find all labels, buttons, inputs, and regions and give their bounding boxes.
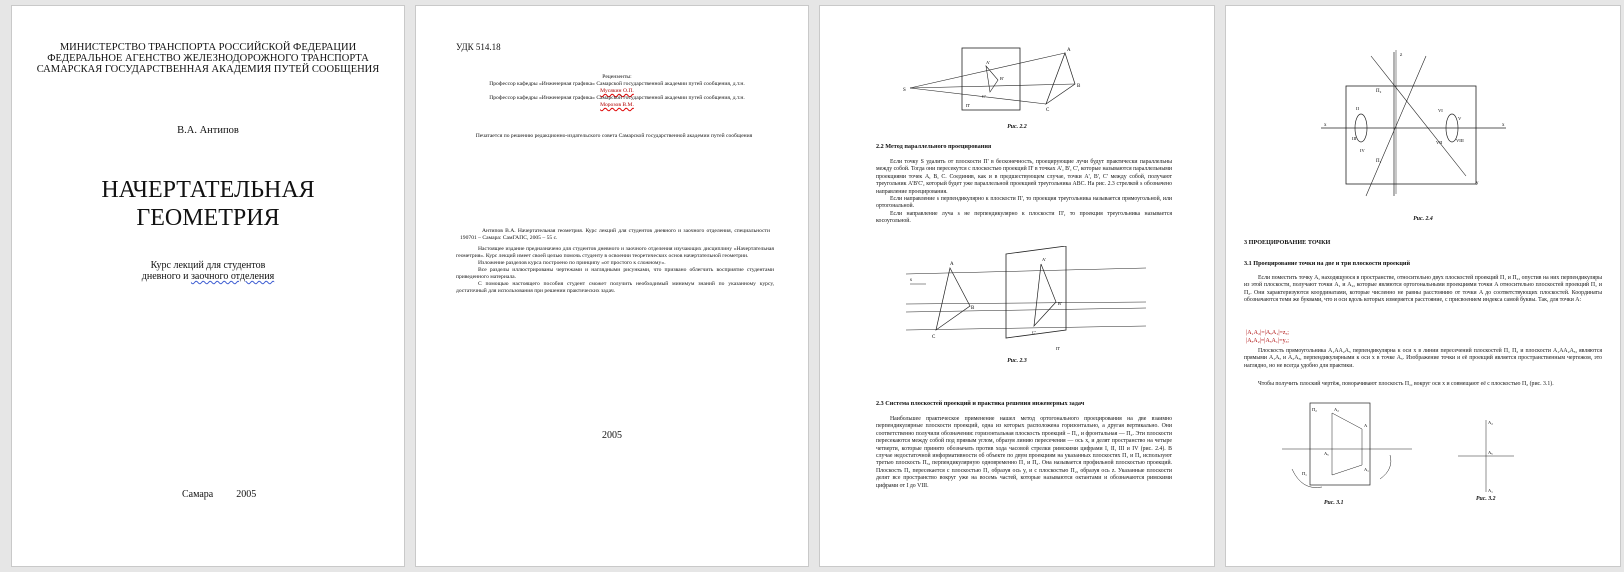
svg-text:S: S: [903, 88, 906, 93]
section-3-1-para-1: Если поместить точку A, находящуюся в пространстве, относительно двух плоскостей проекций П₁ и П₂, опустив на них перпендикуляры из этой плоскости, получают точки A₁ и A₂, которые являются ортогональными проекциями точки A относительно плоскостей проекций П₁ и П₂. Они характеризуются координатами, которые численно не равны расстоянию от точки A до соответствующих плоскостей. Координаты обозначаются теми же буквами, что и оси вдоль которых измеряется расстояние, с присвоением индекса самой буквы. Так, для точки A:: [1244, 275, 1602, 304]
svg-text:V: V: [1458, 116, 1462, 121]
print-decision: Печатается по решению редакционно-издательского совета Самарской государственной академии путей сообщения: [475, 133, 753, 139]
reviewer-1-text: Профессор кафедры «Инженерная графика» Самарской государственной академии путей сообщения, д.т.н.: [489, 81, 745, 87]
figure-3-2: [1456, 416, 1516, 496]
svg-text:A₁: A₁: [1364, 467, 1369, 472]
figure-2-4: [1316, 46, 1516, 206]
svg-text:VI: VI: [1438, 108, 1443, 113]
svg-text:C: C: [1046, 108, 1050, 113]
figure-2-3: [906, 246, 1156, 354]
section-2-2-para-3: Если направление луча s не перпендикулярно к плоскости П', то проекция треугольника называется косоугольной.: [876, 210, 1172, 225]
svg-text:A₁: A₁: [1488, 488, 1493, 493]
figure-3-2-caption: Рис. 3.2: [1476, 496, 1496, 502]
annotation: [456, 246, 774, 295]
svg-text:П₂: П₂: [1312, 407, 1317, 412]
reviewer-2: [456, 95, 778, 109]
svg-text:x: x: [1324, 123, 1327, 128]
subtitle-line-2: [12, 271, 404, 282]
ministry-line-1: МИНИСТЕРСТВО ТРАНСПОРТА РОССИЙСКОЙ ФЕДЕРАЦИИ: [59, 42, 357, 53]
reviewer-2-name: Морозов В.М.: [600, 102, 634, 108]
svg-text:A: A: [1067, 48, 1071, 53]
svg-text:A': A': [986, 60, 991, 65]
svg-text:B: B: [1077, 84, 1081, 89]
figure-3-1-caption: Рис. 3.1: [1324, 500, 1344, 506]
book-title-line-2: ГЕОМЕТРИЯ: [136, 205, 280, 231]
figure-3-1: [1272, 399, 1422, 499]
section-2-2-para-1: Если точку S удалить от плоскости П' в бесконечность, проецирующие лучи будут практически параллельны между собой. Тогда они пересекутся с плоскостью проекций П' в точках A', B', C', которые называются параллельными проекциями точек A, B, C. Соединив, как и в предшествующем случае, точки A', B', C' между собой, получают треугольник A'B'C', который будет уже параллельной проекцией треугольника ABC. На рис. 2.3 стрелкой s обозначено направление проецирования.: [876, 159, 1172, 195]
section-2-2-body: [876, 159, 1172, 226]
page-imprint: [416, 6, 808, 566]
subtitle-prefix: дневного и: [141, 271, 191, 282]
book-subtitle: [12, 260, 404, 282]
annotation-para-1: Настоящее издание предназначено для студентов дневного и заочного отделения изучающих дисциплину «Начертательная геометрия». Курс лекций имеет своей целью помочь студенту в освоении теоретических основ начертательной геометрии.: [456, 246, 774, 259]
section-2-3-body: Наибольшее практическое применение нашел метод ортогонального проецирования на две взаимно перпендикулярные плоскости проекций, одна из которых расположена горизонтально, а другая вертикально. Они соответственно получили обозначения: горизонтальная плоскость проекций – П₁, и фронтальная — П₂. Эти плоскости пересекаются между собой под прямым углом, образуя линию пересечения — ось x, и делят пространство на четыре четверти, которые принято обозначать против хода часовой стрелки римскими цифрами I, II, III и IV (рис. 2.4). В случае недостаточной информативности об объекте по двум проекциям на указанных плоскостях П₁ и П₂ используют третью плоскость П₃, перпендикулярную одновременно П₁ и П₂. Она называется профильной плоскостью проекций. Плоскость П₃ пересекается с плоскостью П₁ образуя ось y, и с плоскостью П₂, образуя ось z. Указанные плоскости делят все пространство вокруг уже на восемь частей, которые называются октантами и обозначаются римскими цифрами от I до VIII.: [876, 416, 1172, 489]
ministry-line-2: ФЕДЕРАЛЬНОЕ АГЕНСТВО ЖЕЛЕЗНОДОРОЖНОГО ТРАНСПОРТА: [47, 53, 369, 64]
svg-text:П': П': [966, 103, 971, 108]
reviewer-1: [456, 81, 778, 95]
author-name: В.А. Антипов: [177, 125, 239, 136]
chapter-3-heading: 3 ПРОЕЦИРОВАНИЕ ТОЧКИ: [1244, 239, 1331, 246]
section-2-3-heading: 2.3 Система плоскостей проекций и практика решения инженерных задач: [876, 400, 1085, 407]
section-2-2-heading: 2.2 Метод параллельного проецирования: [876, 143, 992, 150]
imprint-city: Самара: [182, 489, 214, 500]
subtitle-underlined: заочного отделения: [190, 271, 275, 282]
svg-text:A₂: A₂: [1488, 420, 1493, 425]
svg-text:VIII: VIII: [1456, 138, 1464, 143]
section-3-1-para-3: Чтобы получить плоский чертёж, поворачивают плоскость П₁, вокруг оси x и совмещают её с плоскостью П₂ (рис. 3.1).: [1258, 381, 1554, 387]
page-title-sheet: [12, 6, 404, 566]
publication-year: 2005: [602, 430, 622, 441]
svg-text:A₂: A₂: [1334, 407, 1339, 412]
svg-text:III: III: [1352, 136, 1357, 141]
svg-text:B': B': [1000, 76, 1004, 81]
section-3-1-heading: 3.1 Проецирование точки на две и три плоскости проекций: [1244, 260, 1411, 267]
svg-text:C': C': [982, 94, 986, 99]
annotation-para-4: С помощью настоящего пособия студент сможет получить необходимый минимум знаний по указанному курсу, достаточный для использования при решении практических задач.: [456, 281, 774, 294]
page-lecture-3: [1226, 6, 1620, 566]
page-lecture-2: [820, 6, 1214, 566]
ministry-header: [12, 42, 404, 75]
svg-text:П': П': [1056, 346, 1061, 351]
annotation-para-3: Все разделы иллюстрированы чертежами и наглядными рисунками, что призвано облегчить восприятие студентами приведенного материала.: [456, 267, 774, 280]
imprint: [182, 489, 256, 500]
svg-text:B: B: [971, 306, 975, 311]
reviewers-block: [456, 74, 778, 109]
udk-code: УДК 514.18: [456, 42, 501, 52]
figure-2-2-caption: Рис. 2.2: [1007, 124, 1027, 130]
section-2-2-para-2: Если направление s перпендикулярно к плоскости П', то проекция треугольника называется прямоугольной, или ортогональной.: [876, 196, 1172, 210]
imprint-year: 2005: [236, 489, 257, 500]
svg-text:II: II: [1356, 106, 1359, 111]
svg-text:Aₓ: Aₓ: [1324, 451, 1329, 456]
section-3-1-para-2: Плоскость прямоугольника A₁AA₂Aₓ перпендикулярна к оси x в линии пересечений плоскостей П₁ П₂ и плоскости A₁AA₂Aₓ, являются прямыми A₁Aₓ и A₂Aₓ, перпендикулярными к оси x в точке Aₓ. Изображение точки и её проекций является пространственным чертежом, это наглядно, но не всегда удобно для практики.: [1244, 348, 1602, 369]
svg-text:Aₓ: Aₓ: [1488, 450, 1493, 455]
figure-2-2: [900, 38, 1150, 128]
svg-text:П₂: П₂: [1376, 89, 1382, 94]
svg-text:П₁: П₁: [1376, 159, 1382, 164]
reviewer-1-name: Мусякин О.П.: [600, 88, 634, 94]
bibliographic-record: Антипов В.А. Начертательная геометрия. Курс лекций для студентов дневного и заочного отделения, специальности 190701 – Самара: СамГАПС, 2005 – 55 с.: [460, 228, 770, 241]
svg-text:C: C: [932, 335, 936, 340]
ministry-line-3: САМАРСКАЯ ГОСУДАРСТВЕННАЯ АКАДЕМИЯ ПУТЕЙ СООБЩЕНИЯ: [36, 64, 380, 75]
svg-text:s: s: [910, 278, 912, 283]
svg-text:z: z: [1400, 53, 1403, 58]
figure-2-3-caption: Рис. 2.3: [1007, 358, 1027, 364]
formula-1: |A₁A₂|=|AₓA₁|=zₐ;: [1246, 330, 1289, 336]
annotation-para-2: Изложение разделов курса построено по принципу «от простого к сложному».: [478, 260, 666, 266]
figure-2-4-caption: Рис. 2.4: [1413, 216, 1433, 222]
svg-text:П₁: П₁: [1302, 471, 1307, 476]
svg-text:IV: IV: [1360, 148, 1365, 153]
book-title: [12, 176, 404, 232]
svg-text:A': A': [1042, 257, 1047, 262]
svg-text:B': B': [1058, 301, 1062, 306]
reviewers-title: Рецензенты:: [602, 74, 632, 80]
book-title-line-1: НАЧЕРТАТЕЛЬНАЯ: [101, 177, 315, 203]
svg-text:A: A: [1364, 423, 1368, 428]
svg-text:VII: VII: [1436, 140, 1443, 145]
reviewer-2-text: Профессор кафедры «Инженерная графика» Самарской государственной академии путей сообщения, д.т.н.: [489, 95, 745, 101]
svg-text:A: A: [950, 262, 954, 267]
coordinate-formulas: [1246, 330, 1289, 345]
svg-text:y: y: [1476, 181, 1479, 186]
subtitle-line-1: Курс лекций для студентов: [150, 260, 266, 271]
formula-2: |AₓA₂|=|AₓA₁|=yₐ;: [1246, 337, 1289, 344]
svg-text:C': C': [1032, 330, 1036, 335]
svg-text:x: x: [1502, 123, 1505, 128]
